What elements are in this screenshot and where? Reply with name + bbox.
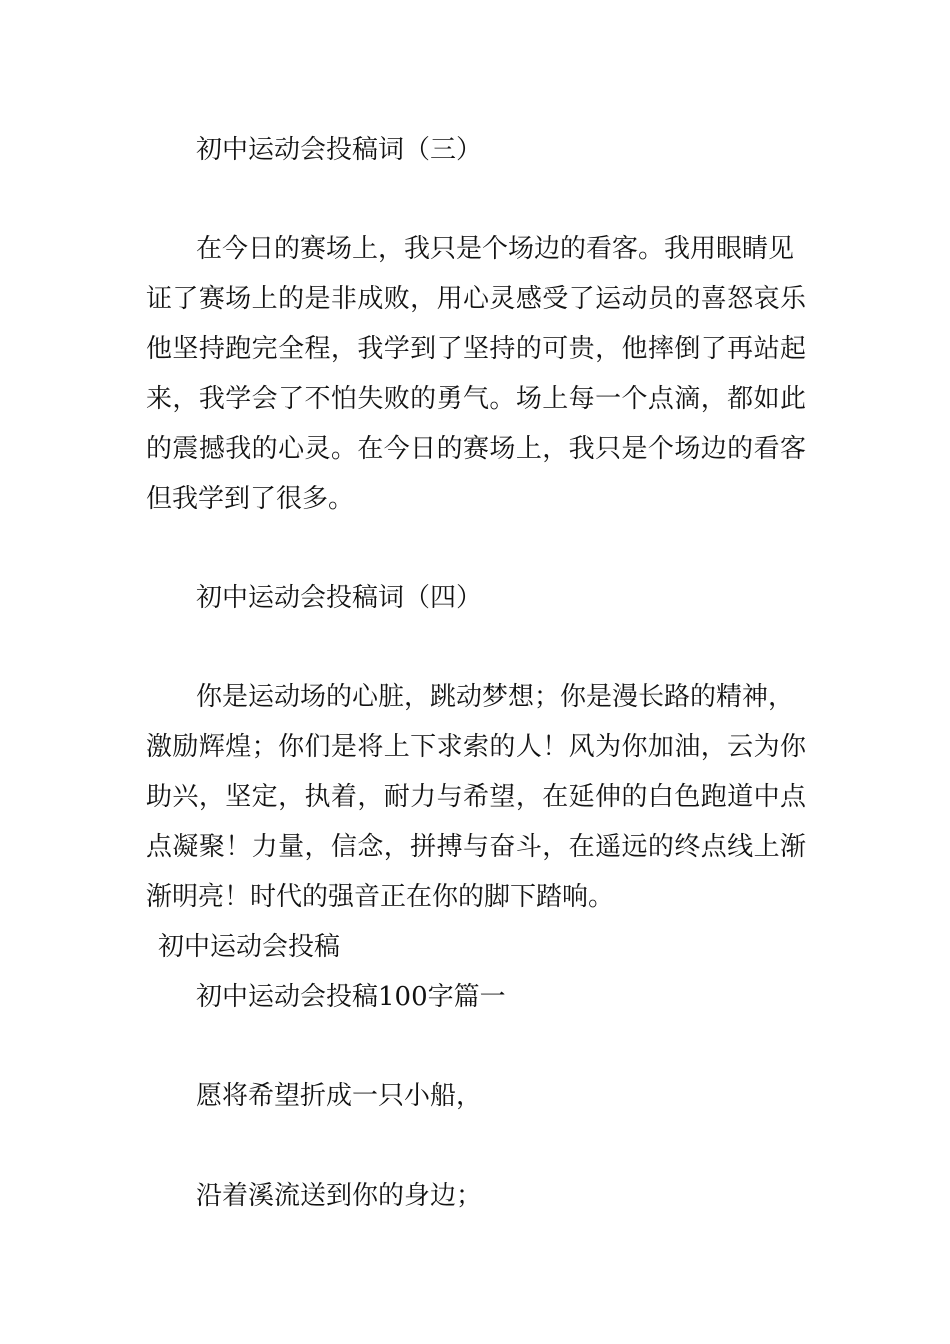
article-subheading: 初中运动会投稿100字篇一 [196, 982, 506, 1012]
paragraph-line: 来，我学会了不怕失败的勇气。场上每一个点滴，都如此 [146, 384, 806, 414]
paragraph-line: 在今日的赛场上，我只是个场边的看客。我用眼睛见 [196, 234, 795, 264]
poem-line: 愿将希望折成一只小船， [196, 1081, 483, 1111]
paragraph-line: 他坚持跑完全程，我学到了坚持的可贵，他摔倒了再站起 [146, 334, 806, 364]
paragraph-line: 但我学到了很多。 [146, 484, 355, 514]
paragraph-line: 点凝聚！力量，信念，拼搏与奋斗，在遥远的终点线上渐 [146, 832, 806, 862]
paragraph-line: 助兴，坚定，执着，耐力与希望，在延伸的白色跑道中点 [146, 782, 806, 812]
paragraph-line: 渐明亮！时代的强音正在你的脚下踏响。 [146, 882, 615, 912]
section-heading: 初中运动会投稿词（四） [196, 583, 483, 613]
paragraph-line: 你是运动场的心脏，跳动梦想；你是漫长路的精神， [196, 682, 795, 712]
paragraph-line: 激励辉煌；你们是将上下求索的人！风为你加油，云为你 [146, 732, 806, 762]
article-title: 初中运动会投稿 [158, 932, 341, 962]
paragraph-line: 的震撼我的心灵。在今日的赛场上，我只是个场边的看客 [146, 434, 806, 464]
paragraph-line: 证了赛场上的是非成败，用心灵感受了运动员的喜怒哀乐 [146, 284, 806, 314]
poem-line: 沿着溪流送到你的身边； [196, 1181, 483, 1211]
section-heading: 初中运动会投稿词（三） [196, 135, 483, 165]
